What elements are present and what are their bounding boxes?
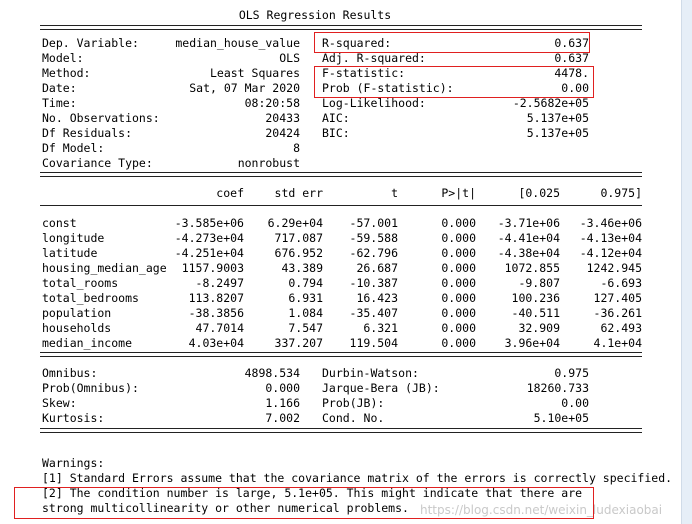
coef-row-name: longitude: [42, 231, 105, 245]
diagnostic-right-label: Prob(JB):: [322, 396, 385, 410]
summary-left-label: Date:: [42, 81, 77, 95]
summary-right-label: Log-Likelihood:: [322, 96, 426, 110]
summary-right-label: BIC:: [322, 126, 350, 140]
diagnostic-right-label: Cond. No.: [322, 411, 385, 425]
summary-left-label: Df Residuals:: [42, 126, 133, 140]
diagnostic-left-label: Prob(Omnibus):: [42, 381, 139, 395]
coef-table-cell: 62.493: [600, 321, 642, 335]
diagnostic-right-label: Durbin-Watson:: [322, 366, 419, 380]
diagnostic-left-value: 0.000: [265, 381, 300, 395]
coef-table-header: t: [391, 186, 398, 200]
single-separator: [40, 205, 642, 206]
warnings-heading: Warnings:: [42, 456, 105, 470]
coef-table-cell: -8.2497: [195, 276, 244, 290]
summary-left-label: Method:: [42, 66, 91, 80]
warning-line: strong multicollinearity or other numerical problems.: [42, 501, 409, 515]
summary-right-label: Adj. R-squared:: [322, 51, 426, 65]
coef-table-cell: 113.8207: [188, 291, 244, 305]
coef-table-cell: -4.38e+04: [497, 246, 560, 260]
coef-table-cell: -38.3856: [188, 306, 244, 320]
coef-table-cell: -6.693: [600, 276, 642, 290]
page-title: OLS Regression Results: [238, 8, 392, 22]
coef-row-name: const: [42, 216, 77, 230]
summary-left-value: 08:20:58: [244, 96, 300, 110]
coef-table-cell: 119.504: [349, 336, 398, 350]
summary-right-label: F-statistic:: [322, 66, 406, 80]
summary-left-value: OLS: [279, 51, 300, 65]
coef-table-cell: -62.796: [349, 246, 398, 260]
summary-right-value: 4478.: [554, 66, 589, 80]
coef-table-cell: 6.321: [363, 321, 398, 335]
highlight-r-squared: [314, 32, 590, 53]
coef-table-cell: 0.000: [441, 231, 476, 245]
diagnostic-right-label: Jarque-Bera (JB):: [322, 381, 440, 395]
summary-right-value: 0.637: [554, 36, 589, 50]
coef-table-cell: -57.001: [349, 216, 398, 230]
coef-table-header: [0.025: [518, 186, 560, 200]
coef-table-cell: 0.000: [441, 321, 476, 335]
warning-line: [2] The condition number is large, 5.1e+05. This might indicate that there are: [42, 486, 583, 500]
summary-right-value: 5.137e+05: [526, 111, 589, 125]
coef-row-name: housing_median_age: [42, 261, 167, 275]
diagnostic-right-value: 0.975: [554, 366, 589, 380]
coef-table-cell: 7.547: [288, 321, 323, 335]
coef-table-cell: 717.087: [274, 231, 323, 245]
coef-table-cell: -59.588: [349, 231, 398, 245]
summary-right-value: 5.137e+05: [526, 126, 589, 140]
coef-table-cell: -36.261: [593, 306, 642, 320]
coef-row-name: households: [42, 321, 112, 335]
coef-table-cell: -40.511: [511, 306, 560, 320]
coef-row-name: total_rooms: [42, 276, 119, 290]
summary-left-label: Time:: [42, 96, 77, 110]
coef-table-cell: -4.12e+04: [579, 246, 642, 260]
coef-row-name: total_bedrooms: [42, 291, 139, 305]
coef-table-cell: 0.000: [441, 261, 476, 275]
coef-row-name: latitude: [42, 246, 98, 260]
coef-table-cell: 127.405: [593, 291, 642, 305]
coef-table-cell: 0.000: [441, 216, 476, 230]
coef-table-cell: -4.251e+04: [174, 246, 244, 260]
coef-table-cell: 676.952: [274, 246, 323, 260]
coef-table-cell: 3.96e+04: [504, 336, 560, 350]
highlight-f-statistic: [314, 66, 594, 98]
coef-table-cell: 0.794: [288, 276, 323, 290]
coef-table-cell: 1157.9003: [181, 261, 244, 275]
summary-left-label: Dep. Variable:: [42, 36, 139, 50]
coef-table-cell: 0.000: [441, 291, 476, 305]
summary-right-value: 0.00: [561, 81, 589, 95]
diagnostic-left-value: 1.166: [265, 396, 300, 410]
coef-row-name: median_income: [42, 336, 133, 350]
diagnostic-left-label: Skew:: [42, 396, 77, 410]
coef-table-cell: 4.03e+04: [188, 336, 244, 350]
coef-table-cell: -3.585e+06: [174, 216, 244, 230]
coef-table-cell: 32.909: [518, 321, 560, 335]
summary-right-label: R-squared:: [322, 36, 392, 50]
coef-table-cell: -4.41e+04: [497, 231, 560, 245]
coef-table-cell: 43.389: [281, 261, 323, 275]
coef-table-cell: 6.931: [288, 291, 323, 305]
summary-left-value: Least Squares: [209, 66, 300, 80]
diagnostic-right-value: 18260.733: [526, 381, 589, 395]
coef-row-name: population: [42, 306, 112, 320]
coef-table-header: coef: [216, 186, 244, 200]
double-separator: [40, 25, 642, 30]
coef-table-cell: -4.13e+04: [579, 231, 642, 245]
coef-table-cell: 4.1e+04: [593, 336, 642, 350]
diagnostic-left-value: 4898.534: [244, 366, 300, 380]
coef-table-cell: -10.387: [349, 276, 398, 290]
diagnostic-left-label: Omnibus:: [42, 366, 98, 380]
coef-table-cell: -3.46e+06: [579, 216, 642, 230]
coef-table-header: P>|t|: [441, 186, 476, 200]
coef-table-cell: 337.207: [274, 336, 323, 350]
summary-right-label: AIC:: [322, 111, 350, 125]
coef-table-cell: 0.000: [441, 276, 476, 290]
summary-left-value: median_house_value: [175, 36, 300, 50]
summary-right-value: 0.637: [554, 51, 589, 65]
double-separator: [40, 428, 642, 433]
diagnostic-left-value: 7.002: [265, 411, 300, 425]
coef-table-cell: 100.236: [511, 291, 560, 305]
coef-table-cell: -4.273e+04: [174, 231, 244, 245]
watermark-text: https://blog.csdn.net/weixin_ludexiaobai: [420, 503, 663, 517]
warning-line: [1] Standard Errors assume that the covariance matrix of the errors is correctly specified.: [42, 471, 673, 485]
coef-table-cell: 1072.855: [504, 261, 560, 275]
summary-left-label: No. Observations:: [42, 111, 160, 125]
summary-right-label: Prob (F-statistic):: [322, 81, 454, 95]
coef-table-cell: -3.71e+06: [497, 216, 560, 230]
diagnostic-right-value: 5.10e+05: [533, 411, 589, 425]
summary-left-value: 20433: [265, 111, 300, 125]
coef-table-cell: 0.000: [441, 306, 476, 320]
summary-left-label: Model:: [42, 51, 84, 65]
coef-table-cell: -35.407: [349, 306, 398, 320]
coef-table-cell: 0.000: [441, 336, 476, 350]
coef-table-cell: 1242.945: [586, 261, 642, 275]
diagnostic-right-value: 0.00: [561, 396, 589, 410]
coef-table-header: 0.975]: [600, 186, 642, 200]
summary-right-value: -2.5682e+05: [512, 96, 589, 110]
summary-left-value: Sat, 07 Mar 2020: [189, 81, 300, 95]
diagnostic-left-label: Kurtosis:: [42, 411, 105, 425]
summary-left-value: 20424: [265, 126, 300, 140]
coef-table-header: std err: [274, 186, 323, 200]
summary-left-label: Df Model:: [42, 141, 105, 155]
coef-table-cell: 47.7014: [195, 321, 244, 335]
summary-left-value: 8: [293, 141, 300, 155]
coef-table-cell: 6.29e+04: [267, 216, 323, 230]
coef-table-cell: 1.084: [288, 306, 323, 320]
coef-table-cell: 16.423: [356, 291, 398, 305]
scrollbar-strip[interactable]: [681, 0, 692, 524]
summary-left-label: Covariance Type:: [42, 156, 153, 170]
coef-table-cell: 0.000: [441, 246, 476, 260]
double-separator: [40, 352, 642, 357]
coef-table-cell: 26.687: [356, 261, 398, 275]
summary-left-value: nonrobust: [237, 156, 300, 170]
double-separator: [40, 172, 642, 177]
coef-table-cell: -9.807: [518, 276, 560, 290]
